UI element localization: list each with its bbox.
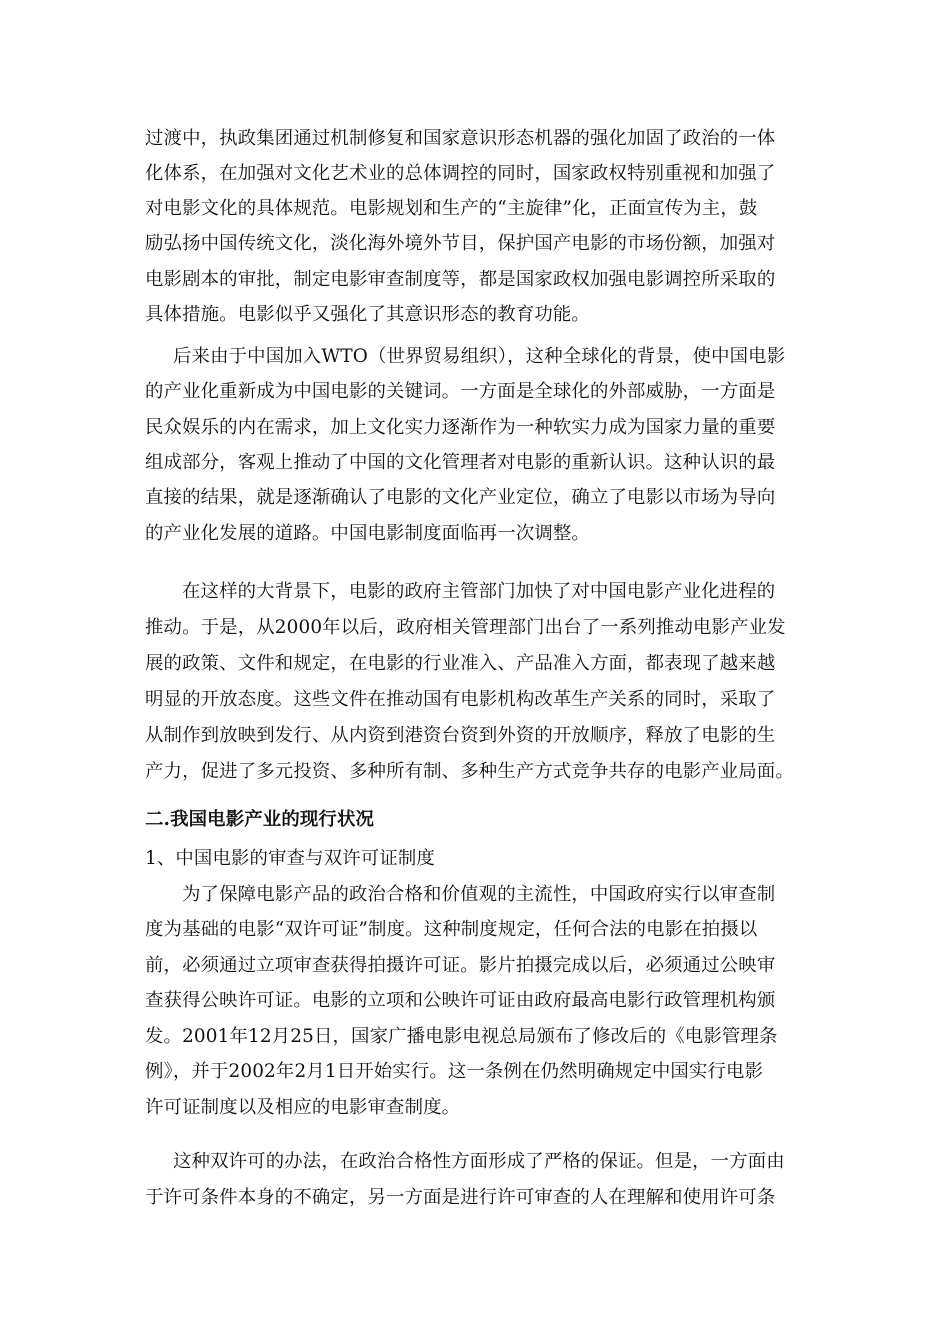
paragraph-line: 前，必须通过立项审查获得拍摄许可证。影片拍摄完成以后，必须通过公映审	[145, 955, 776, 976]
paragraph-line: 直接的结果，就是逐渐确认了电影的文化产业定位，确立了电影以市场为导向	[145, 487, 776, 508]
paragraph-line: 对电影文化的具体规范。电影规划和生产的“主旋律”化，正面宣传为主，鼓	[145, 198, 758, 219]
paragraph-line: 度为基础的电影“双许可证”制度。这种制度规定，任何合法的电影在拍摄以	[145, 919, 758, 940]
paragraph-line: 的产业化重新成为中国电影的关键词。一方面是全球化的外部威胁，一方面是	[145, 381, 776, 402]
paragraph-line: 民众娱乐的内在需求，加上文化实力逐渐作为一种软实力成为国家力量的重要	[145, 417, 776, 438]
paragraph-line: 组成部分，客观上推动了中国的文化管理者对电影的重新认识。这种认识的最	[145, 452, 776, 473]
section-heading: 二.我国电影产业的现行状况	[145, 809, 375, 830]
paragraph-line: 的产业化发展的道路。中国电影制度面临再一次调整。	[145, 523, 590, 544]
paragraph-line: 为了保障电影产品的政治合格和价值观的主流性，中国政府实行以审查制	[182, 884, 776, 905]
paragraph-line: 产力，促进了多元投资、多种所有制、多种生产方式竞争共存的电影产业局面。	[145, 761, 794, 782]
paragraph-line: 化体系，在加强对文化艺术业的总体调控的同时，国家政权特别重视和加强了	[145, 163, 776, 184]
paragraph-line: 发。2001年12月25日，国家广播电影电视总局颁布了修改后的《电影管理条	[145, 1026, 778, 1047]
paragraph-line: 在这样的大背景下，电影的政府主管部门加快了对中国电影产业化进程的	[182, 581, 776, 602]
paragraph-line: 展的政策、文件和规定，在电影的行业准入、产品准入方面，都表现了越来越	[145, 653, 776, 674]
paragraph-line: 例》，并于2002年2月1日开始实行。这一条例在仍然明确规定中国实行电影	[145, 1061, 764, 1082]
paragraph-line: 于许可条件本身的不确定，另一方面是进行许可审查的人在理解和使用许可条	[145, 1187, 776, 1208]
paragraph-line: 后来由于中国加入WTO（世界贸易组织），这种全球化的背景，使中国电影	[173, 346, 786, 367]
paragraph-line: 许可证制度以及相应的电影审查制度。	[145, 1097, 461, 1118]
paragraph-line: 电影剧本的审批，制定电影审查制度等，都是国家政权加强电影调控所采取的	[145, 269, 776, 290]
paragraph-line: 励弘扬中国传统文化，淡化海外境外节目，保护国产电影的市场份额，加强对	[145, 233, 776, 254]
paragraph-line: 推动。于是，从2000年以后，政府相关管理部门出台了一系列推动电影产业发	[145, 617, 786, 638]
paragraph-line: 过渡中，执政集团通过机制修复和国家意识形态机器的强化加固了政治的一体	[145, 128, 776, 149]
paragraph-line: 具体措施。电影似乎又强化了其意识形态的教育功能。	[145, 304, 590, 325]
paragraph-line: 从制作到放映到发行、从内资到港资台资到外资的开放顺序，释放了电影的生	[145, 725, 776, 746]
paragraph-line: 查获得公映许可证。电影的立项和公映许可证由政府最高电影行政管理机构颁	[145, 990, 776, 1011]
paragraph-line: 明显的开放态度。这些文件在推动国有电影机构改革生产关系的同时，采取了	[145, 689, 776, 710]
subheading: 1、中国电影的审查与双许可证制度	[145, 848, 435, 869]
paragraph-line: 这种双许可的办法，在政治合格性方面形成了严格的保证。但是，一方面由	[173, 1151, 785, 1172]
